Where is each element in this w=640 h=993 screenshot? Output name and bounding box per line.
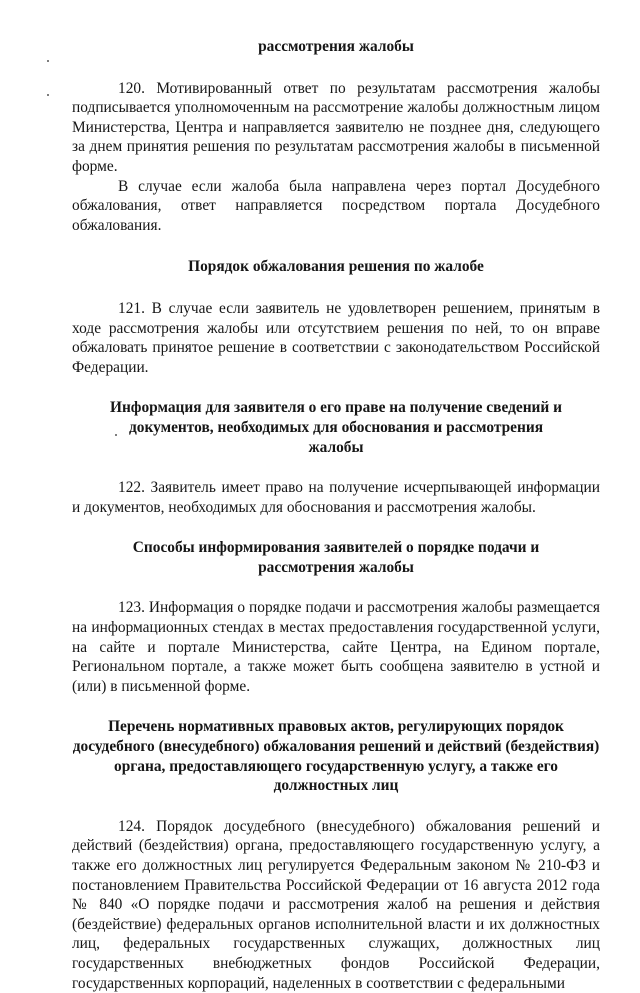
section-heading-continuation: рассмотрения жалобы (258, 38, 414, 55)
heading-informing-methods: Способы информирования заявителей о порядке подачи и рассмотрения жалобы (132, 539, 540, 576)
scan-speck (47, 60, 49, 62)
paragraph-124: 124. Порядок досудебного (внесудебного) обжалования решений и действий (бездействия) органа, предоставляющего государственную услугу, а также его должностных лиц регулируется Федеральным законом № 210-ФЗ и постановлением Правительства Российской Федерации от 16 августа 2012 года № 840 «О порядке подачи и рассмотрения жалоб на решения и действия (бездействие) федеральных органов исполнительной власти и их должностных лиц, федеральных государственных служащих, должностных лиц государственных внебюджетных фондов Российской Федерации, государственных корпораций, наделенных в соответствии с федеральными (72, 817, 600, 992)
paragraph-120-portal: В случае если жалоба была направлена через портал Досудебного обжалования, ответ направляется посредством портала Досудебного обжалования. (72, 177, 600, 234)
heading-right-to-information: Информация для заявителя о его праве на получение сведений и документов, необходимых для обоснования и рассмотрения жалобы (109, 399, 563, 456)
document-page (72, 37, 600, 993)
scan-speck (115, 434, 117, 436)
heading-normative-acts: Перечень нормативных правовых актов, регулирующих порядок досудебного (внесудебного) обжалования решений и действий (бездействия) органа, предоставляющего государственную услугу, а также его должностных лиц (72, 718, 600, 795)
paragraph-123: 123. Информация о порядке подачи и рассмотрения жалобы размещается на информационных стендах в местах предоставления государственной услуги, на сайте и портале Министерства, сайте Центра, на Едином портале, Региональном портале, а также может быть сообщена заявителю в устной и (или) в письменной форме. (72, 599, 600, 695)
paragraph-122: 122. Заявитель имеет право на получение исчерпывающей информации и документов, необходимых для обоснования и рассмотрения жалобы. (72, 479, 600, 516)
heading-appeal-procedure: Порядок обжалования решения по жалобе (188, 258, 484, 276)
paragraph-121: 121. В случае если заявитель не удовлетворен решением, принятым в ходе рассмотрения жалобы или отсутствием решения по ней, то он вправе обжаловать принятое решение в соответствии с законодательством Российской Федерации. (72, 299, 600, 376)
scan-speck (47, 94, 49, 96)
paragraph-120: 120. Мотивированный ответ по результатам рассмотрения жалобы подписывается уполномоченным на рассмотрение жалобы должностным лицом Министерства, Центра и направляется заявителю не позднее дня, следующего за днем принятия решения по результатам рассмотрения жалобы в письменной форме. (72, 79, 600, 175)
